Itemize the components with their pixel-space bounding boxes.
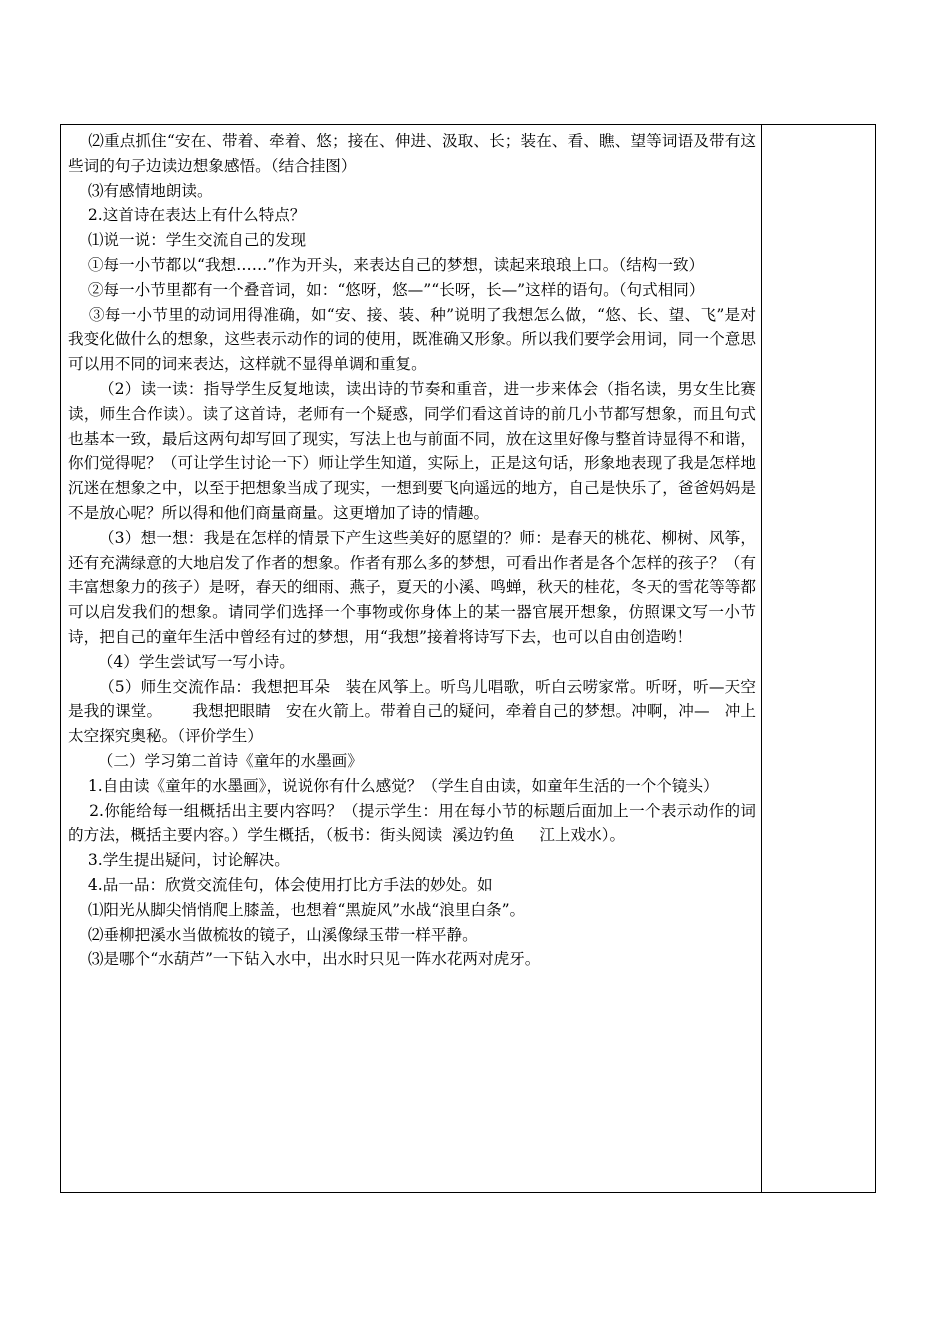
paragraph: （3）想一想：我是在怎样的情景下产生这些美好的愿望的？师：是春天的桃花、柳树、风筝，还有充满绿意的大地启发了作者的想象。作者有那么多的梦想，可看出作者是各个怎样的孩子？（有丰富想象力的孩子）是呀，春天的细雨、燕子，夏天的小溪、鸣蝉，秋天的桂花，冬天的雪花等等都可以启发我们的想象。请同学们选择一个事物或你身体上的某一器官展开想象，仿照课文写一小节诗，把自己的童年生活中曾经有过的梦想，用“我想”接着将诗写下去，也可以自由创造哟！	[68, 528, 756, 646]
paragraph: （2）读一读：指导学生反复地读，读出诗的节奏和重音，进一步来体会（指名读，男女生比赛读，师生合作读）。读了这首诗，老师有一个疑惑，同学们看这首诗的前几小节都写想象，而且句式也基本一致，最后这两句却写回了现实，写法上也与前面不同，放在这里好像与整首诗显得不和谐，你们觉得呢？（可让学生讨论一下）师让学生知道，实际上，正是这句话，形象地表现了我是怎样地沉迷在想象之中，以至于把想象当成了现实，一想到要飞向遥远的地方，自己是快乐了，爸爸妈妈是不是放心呢？所以得和他们商量商量。这更增加了诗的情趣。	[68, 379, 756, 522]
paragraph: ⑴说一说：学生交流自己的发现	[68, 231, 307, 250]
paragraph: 1.自由读《童年的水墨画》，说说你有什么感觉？（学生自由读，如童年生活的一个个镜头）	[68, 776, 719, 795]
paragraph: 2.你能给每一组概括出主要内容吗？（提示学生：用在每小节的标题后面加上一个表示动作的词的方法，概括主要内容。）学生概括，（板书：街头阅读 溪边钓鱼 江上戏水）。	[68, 801, 756, 845]
paragraph: （二）学习第二首诗《童年的水墨画》	[68, 751, 363, 770]
paragraph: （4）学生尝试写一写小诗。	[68, 652, 295, 671]
paragraph: ⑴阳光从脚尖悄悄爬上膝盖，也想着“黑旋风”水战“浪里白条”。	[68, 900, 526, 919]
lesson-table	[60, 124, 876, 1193]
paragraph: ①每一小节都以“我想……”作为开头，来表达自己的梦想，读起来琅琅上口。（结构一致）	[68, 255, 705, 274]
notes-cell	[762, 125, 875, 1192]
paragraph: 3.学生提出疑问，讨论解决。	[68, 851, 290, 870]
paragraph: （5）师生交流作品：我想把耳朵 装在风筝上。听鸟儿唱歌，听白云唠家常。听呀，听—天空是我的课堂。 我想把眼睛 安在火箭上。带着自己的疑问，牵着自己的梦想。冲啊，冲— 冲上太空探究奥秘。（评价学生）	[68, 677, 756, 746]
paragraph: ②每一小节里都有一个叠音词，如：“悠呀，悠—”“长呀，长—”这样的语句。（句式相同）	[68, 280, 705, 299]
paragraph: ③每一小节里的动词用得准确，如“安、接、装、种”说明了我想怎么做，“悠、长、望、飞”是对我变化做什么的想象，这些表示动作的词的使用，既准确又形象。所以我们要学会用词，同一个意思可以用不同的词来表达，这样就不显得单调和重复。	[68, 305, 757, 374]
paragraph: ⑵重点抓住“安在、带着、牵着、悠；接在、伸进、汲取、长；装在、看、瞧、望等词语及带有这些词的句子边读边想象感悟。（结合挂图）	[68, 132, 757, 175]
paragraph: 4.品一品：欣赏交流佳句，体会使用打比方手法的妙处。如	[68, 875, 493, 894]
lesson-content-cell	[61, 125, 762, 1192]
paragraph: ⑵垂柳把溪水当做梳妆的镜子，山溪像绿玉带一样平静。	[68, 925, 478, 944]
paragraph: ⑶是哪个“水葫芦”一下钻入水中，出水时只见一阵水花两对虎牙。	[68, 950, 541, 969]
paragraph: 2.这首诗在表达上有什么特点？	[68, 206, 306, 225]
paragraph: ⑶有感情地朗读。	[68, 181, 213, 200]
lesson-text	[68, 129, 756, 972]
